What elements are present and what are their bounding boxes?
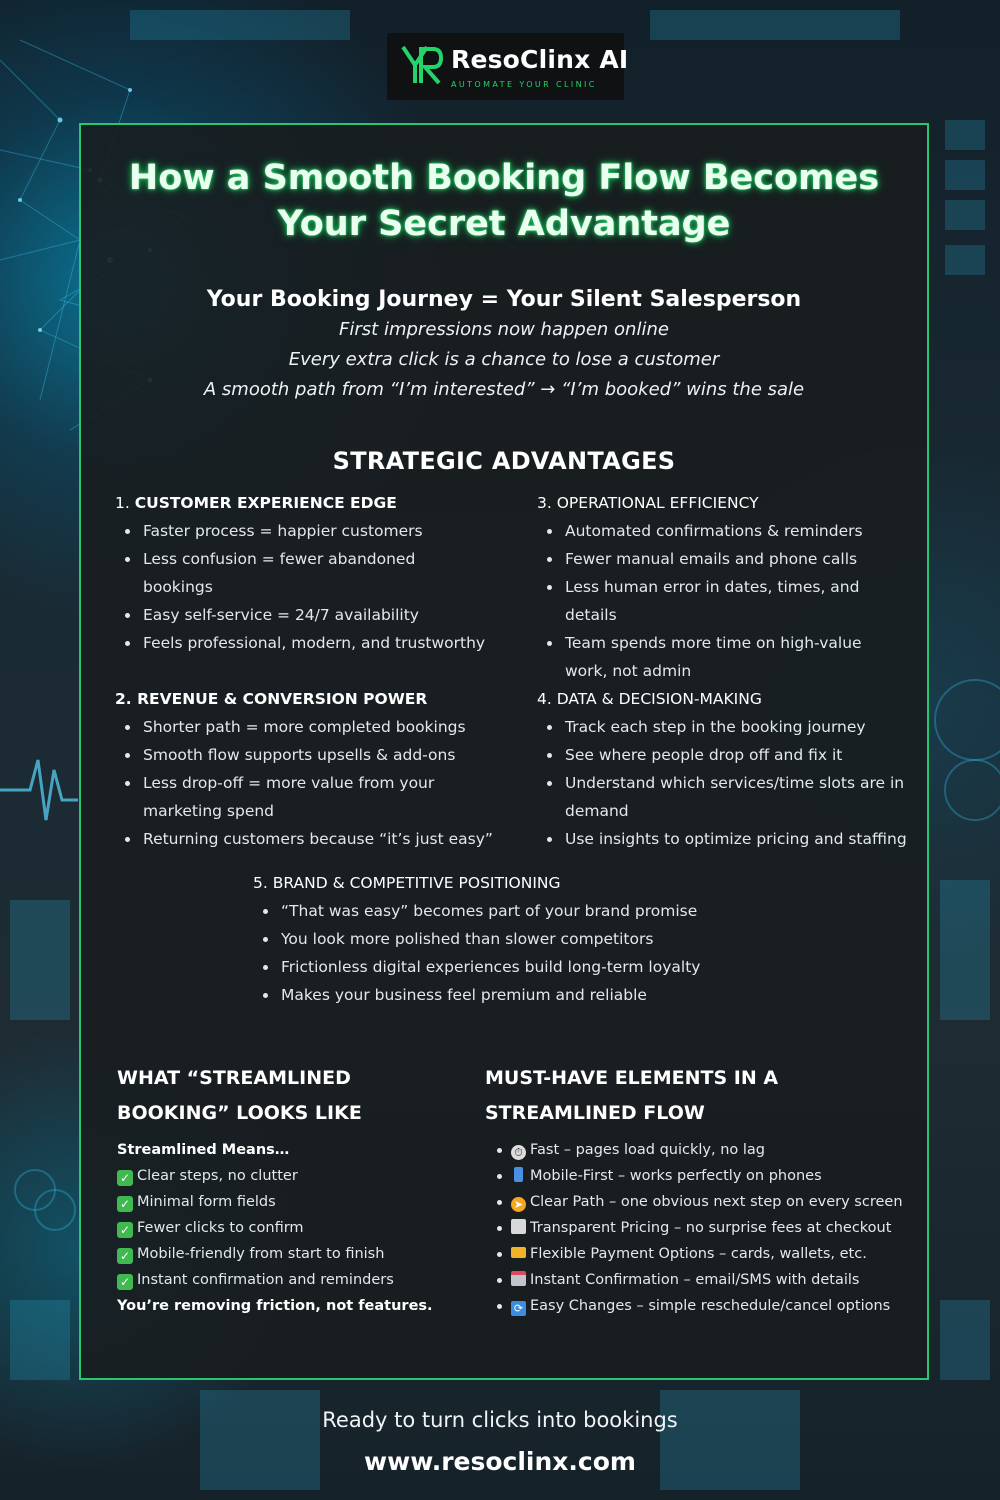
section-title-text: OPERATIONAL EFFICIENCY [556, 494, 759, 512]
must-have-text: Mobile-First – works perfectly on phones [530, 1168, 822, 1184]
list-item: Feels professional, modern, and trustworthy [143, 629, 495, 657]
section-number: 1. [115, 494, 130, 512]
must-have-text: Easy Changes – simple reschedule/cancel options [530, 1298, 891, 1314]
section-title [537, 489, 907, 517]
brand-logo-box [387, 33, 629, 100]
list-item: Makes your business feel premium and reliable [281, 981, 753, 1009]
section-title [115, 489, 495, 517]
must-have-list [493, 1137, 903, 1319]
section-title-text: DATA & DECISION-MAKING [556, 690, 762, 708]
list-item: Smooth flow supports upsells & add-ons [143, 741, 495, 769]
list-item: See where people drop off and fix it [565, 741, 917, 769]
phone-icon [514, 1167, 523, 1182]
section-data-decision [537, 685, 917, 853]
section-list [253, 897, 753, 1009]
must-have-text: Transparent Pricing – no surprise fees at checkout [530, 1220, 892, 1236]
list-item: Track each step in the booking journey [565, 713, 917, 741]
title-line-2: Your Secret Advantage [277, 204, 731, 244]
must-have-text: Clear Path – one obvious next step on every screen [530, 1194, 903, 1210]
section-number: 2. [115, 690, 132, 708]
checkmark-icon: ✓ [117, 1274, 133, 1290]
must-have-heading-line: MUST-HAVE ELEMENTS IN A [485, 1067, 779, 1089]
must-have-heading [485, 1061, 778, 1131]
must-have-item [511, 1267, 903, 1293]
list-item: Shorter path = more completed bookings [143, 713, 495, 741]
checkmark-icon: ✓ [117, 1170, 133, 1186]
page-title [81, 155, 927, 247]
check-item-text: Fewer clicks to confirm [137, 1220, 304, 1236]
check-item [117, 1267, 433, 1293]
section-list [537, 713, 917, 853]
section-number: 3. [537, 494, 552, 512]
must-have-item [511, 1293, 903, 1319]
section-title [537, 685, 917, 713]
list-item: Fewer manual emails and phone calls [565, 545, 907, 573]
title-line-1: How a Smooth Booking Flow Becomes [128, 158, 880, 198]
section-list [537, 517, 907, 685]
must-have-item [511, 1137, 903, 1163]
section-number: 5. [253, 874, 268, 892]
section-title [115, 685, 495, 713]
check-item-text: Minimal form fields [137, 1194, 276, 1210]
credit-card-icon [511, 1247, 526, 1258]
streamlined-heading-line: BOOKING” LOOKS LIKE [117, 1102, 362, 1124]
list-item: Understand which services/time slots are in demand [565, 769, 910, 825]
list-item: Easy self-service = 24/7 availability [143, 601, 495, 629]
compass-icon: ➤ [511, 1197, 526, 1212]
section-brand-positioning [253, 869, 753, 1009]
check-item [117, 1163, 433, 1189]
section-customer-experience [115, 489, 495, 657]
check-item [117, 1241, 433, 1267]
section-operational-efficiency [537, 489, 907, 685]
list-item: Less drop-off = more value from your marketing spend [143, 769, 463, 825]
section-title-text: BRAND & COMPETITIVE POSITIONING [272, 874, 561, 892]
check-item [117, 1215, 433, 1241]
journey-heading: Your Booking Journey = Your Silent Salesperson [206, 287, 802, 312]
streamlined-heading [117, 1061, 362, 1131]
receipt-icon [511, 1219, 526, 1234]
must-have-item [511, 1189, 903, 1215]
check-item-text: Mobile-friendly from start to finish [137, 1246, 385, 1262]
must-have-item [511, 1215, 903, 1241]
section-title-text: REVENUE & CONVERSION POWER [137, 690, 428, 708]
section-title-text: CUSTOMER EXPERIENCE EDGE [134, 494, 397, 512]
must-have-items [493, 1137, 903, 1319]
must-have-text: Flexible Payment Options – cards, wallets, etc. [530, 1246, 867, 1262]
list-item: Faster process = happier customers [143, 517, 495, 545]
streamlined-closing: You’re removing friction, not features. [117, 1298, 433, 1314]
check-item-text: Clear steps, no clutter [137, 1168, 298, 1184]
list-item: Less human error in dates, times, and details [565, 573, 865, 629]
checkmark-icon: ✓ [117, 1196, 133, 1212]
list-item: Automated confirmations & reminders [565, 517, 907, 545]
section-list [115, 517, 495, 657]
section-list [115, 713, 495, 853]
content-panel [79, 123, 929, 1380]
journey-line: First impressions now happen online [339, 319, 669, 340]
cta-text: Ready to turn clicks into bookings [322, 1408, 678, 1432]
stopwatch-icon: ⏱ [511, 1145, 526, 1160]
means-title: Streamlined Means… [117, 1142, 290, 1158]
streamlined-heading-line: WHAT “STREAMLINED [117, 1067, 351, 1089]
check-item-text: Instant confirmation and reminders [137, 1272, 394, 1288]
brand-tagline: AUTOMATE YOUR CLINIC [451, 80, 597, 89]
must-have-text: Instant Confirmation – email/SMS with details [530, 1272, 860, 1288]
must-have-text: Fast – pages load quickly, no lag [530, 1142, 765, 1158]
journey-line: Every extra click is a chance to lose a customer [288, 349, 720, 370]
refresh-icon: ⟳ [511, 1301, 526, 1316]
list-item: You look more polished than slower competitors [281, 925, 753, 953]
list-item: Frictionless digital experiences build long-term loyalty [281, 953, 753, 981]
list-item: Returning customers because “it’s just easy” [143, 825, 495, 853]
list-item: Use insights to optimize pricing and staffing [565, 825, 917, 853]
must-have-heading-line: STREAMLINED FLOW [485, 1102, 705, 1124]
list-item: “That was easy” becomes part of your brand promise [281, 897, 753, 925]
list-item: Less confusion = fewer abandoned bookings [143, 545, 433, 601]
check-item [117, 1189, 433, 1215]
section-number: 4. [537, 690, 552, 708]
strategic-heading: STRATEGIC ADVANTAGES [332, 447, 676, 475]
checkmark-icon: ✓ [117, 1222, 133, 1238]
brand-name: ResoClinx AI [451, 45, 629, 74]
must-have-item [511, 1163, 903, 1189]
section-title [253, 869, 753, 897]
logo-mark-icon [399, 43, 443, 87]
journey-block [81, 285, 927, 405]
website-link[interactable]: www.resoclinx.com [364, 1447, 636, 1476]
streamlined-means [117, 1137, 433, 1319]
must-have-item [511, 1241, 903, 1267]
section-revenue-conversion [115, 685, 495, 853]
list-item: Team spends more time on high-value work, not admin [565, 629, 875, 685]
checkmark-icon: ✓ [117, 1248, 133, 1264]
mailbox-icon [511, 1271, 526, 1286]
journey-line: A smooth path from “I’m interested” → “I’m booked” wins the sale [203, 379, 805, 400]
